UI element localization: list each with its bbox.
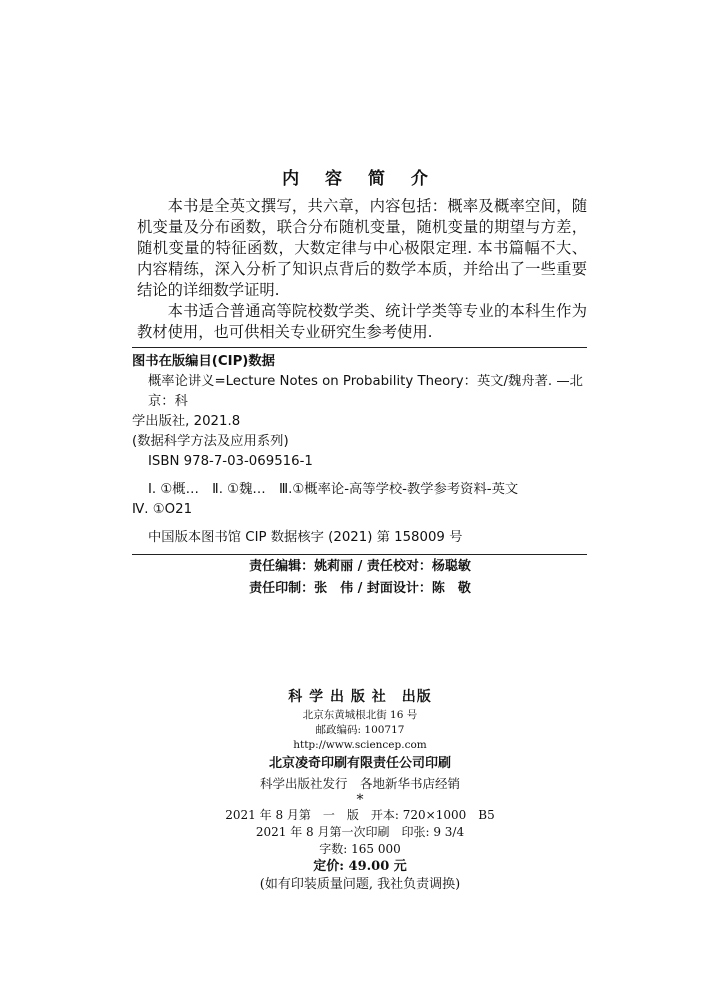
cip-isbn: ISBN 978-7-03-069516-1 <box>148 454 313 469</box>
separator-star: * <box>356 792 364 808</box>
edition-line: 2021 年 8 月第 一 版 开本: 720×1000 B5 <box>225 808 495 822</box>
price: 定价: 49.00 元 <box>313 859 407 874</box>
quality-notice: (如有印装质量问题, 我社负责调换) <box>259 877 461 892</box>
cip-record: 中国版本图书馆 CIP 数据核字 (2021) 第 158009 号 <box>148 530 463 545</box>
staff-credits <box>0 556 720 600</box>
publication-info <box>0 686 720 895</box>
cip-classification: Ⅳ. ①O21 <box>132 502 193 517</box>
distribution: 科学出版社发行 各地新华书店经销 <box>259 776 460 791</box>
staff-line: 责任编辑：姚莉丽 / 责任校对：杨聪敏 <box>249 559 471 574</box>
cip-classification: Ⅰ. ①概… Ⅱ. ①魏… Ⅲ.①概率论-高等学校-教学参考资料-英文 <box>148 482 519 497</box>
summary-paragraph: 本书适合普通高等院校数学类、统计学类等专业的本科生作为教材使用，也可供相关专业研究生参考使用. <box>137 302 587 341</box>
cip-series: (数据科学方法及应用系列) <box>132 434 289 449</box>
cip-title-line: 学出版社, 2021.8 <box>132 414 241 429</box>
cip-block <box>132 347 587 555</box>
publisher: 科 学 出 版 社 出版 <box>288 689 432 705</box>
printer: 北京凌奇印刷有限责任公司印刷 <box>268 756 451 771</box>
printing-line: 2021 年 8 月第一次印刷 印张: 9 3/4 <box>255 825 465 839</box>
summary-title: 内 容 简 介 <box>282 169 438 189</box>
staff-line: 责任印制：张 伟 / 封面设计：陈 敬 <box>249 581 471 596</box>
website: http://www.sciencep.com <box>293 739 427 751</box>
postcode: 邮政编码: 100717 <box>315 724 405 736</box>
summary-paragraph: 本书是全英文撰写，共六章，内容包括：概率及概率空间，随机变量及分布函数，联合分布随机变量，随机变量的期望与方差，随机变量的特征函数，大数定律与中心极限定理. 本书篇幅不大、内容精练，深入分析了知识点背后的数学本质，并给出了一些重要结论的详细数学证明. <box>137 197 587 299</box>
publisher-address: 北京东黄城根北街 16 号 <box>302 709 418 721</box>
word-count: 字数: 165 000 <box>319 842 401 856</box>
cip-heading: 图书在版编目(CIP)数据 <box>132 354 275 369</box>
summary-body <box>137 196 587 343</box>
cip-title-line: 概率论讲义=Lecture Notes on Probability Theory：英文/魏舟著. —北京：科 <box>148 374 583 409</box>
